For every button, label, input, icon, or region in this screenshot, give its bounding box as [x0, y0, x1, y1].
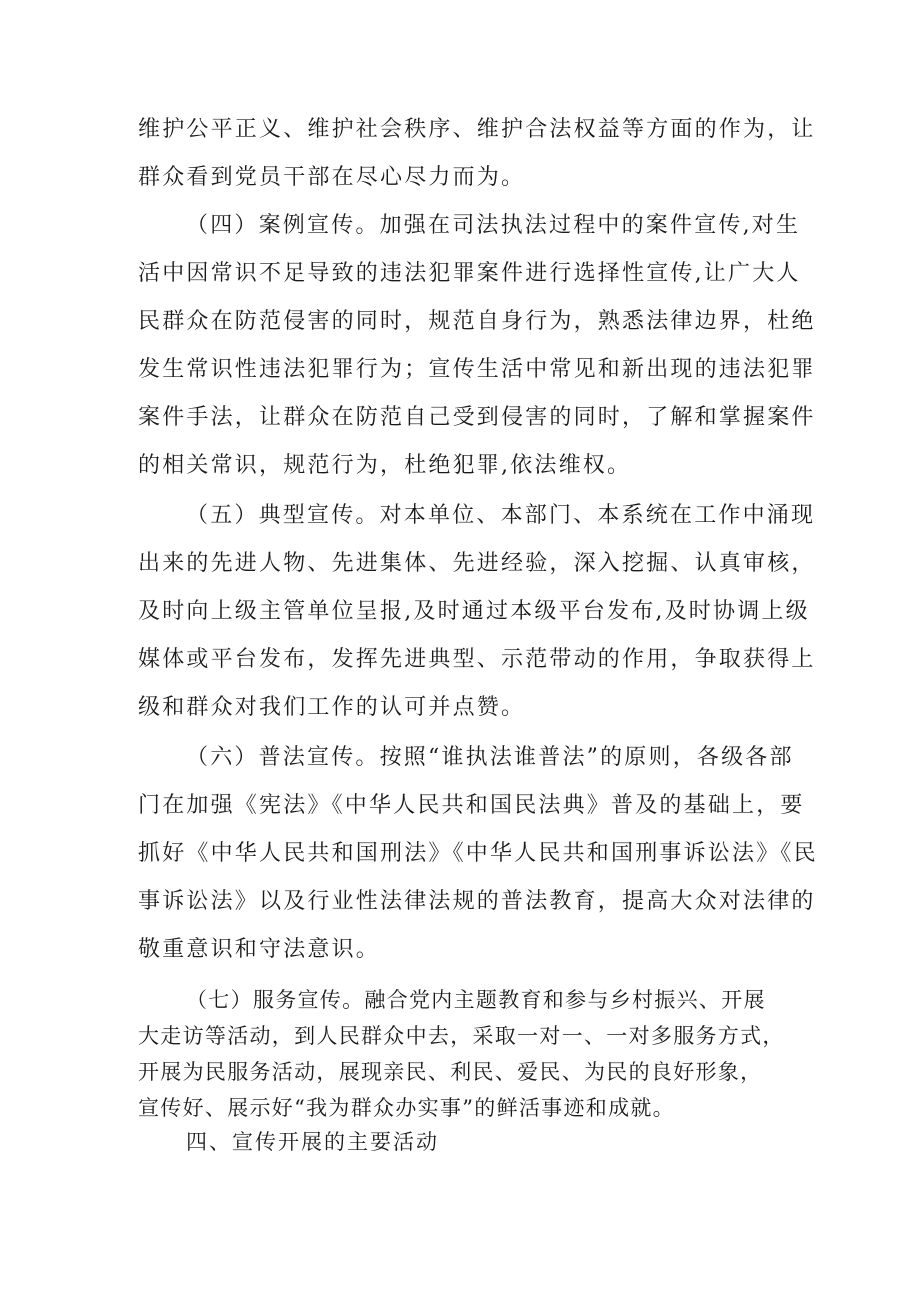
text-line: 敬重意识和守法意识。 — [138, 937, 381, 962]
text-line: 抓好《中华人民共和国刑法》《中华人民共和国刑事诉讼法》《民 — [138, 841, 818, 866]
text-line: 案件手法，让群众在防范自己受到侵害的同时，了解和掌握案件 — [138, 405, 816, 430]
paragraph-start-line: （四）案例宣传。加强在司法执法过程中的案件宣传,对生 — [186, 213, 801, 238]
text-line: 宣传好、展示好“我为群众办实事”的鲜活事迹和成就。 — [138, 1096, 675, 1120]
paragraph-start-line: （七）服务宣传。融合党内主题教育和参与乡村振兴、开展 — [186, 988, 766, 1012]
text-line: 级和群众对我们工作的认可并点赞。 — [138, 695, 526, 720]
text-line: 维护公平正义、维护社会秩序、维护合法权益等方面的作为，让 — [138, 117, 816, 142]
section-heading: 四、宣传开展的主要活动 — [186, 1130, 439, 1154]
text-line: 活中因常识不足导致的违法犯罪案件进行选择性宣传,让广大人 — [138, 261, 801, 286]
text-line: 门在加强《宪法》《中华人民共和国民法典》普及的基础上，要 — [138, 793, 805, 818]
text-line: 媒体或平台发布，发挥先进典型、示范带动的作用，争取获得上 — [138, 647, 816, 672]
text-line: 群众看到党员干部在尽心尽力而为。 — [138, 165, 526, 190]
text-line: 大走访等活动，到人民群众中去，采取一对一、一对多服务方式， — [138, 1024, 785, 1048]
text-line: 出来的先进人物、先进集体、先进经验，深入挖掘、认真审核， — [138, 551, 816, 576]
text-line: 发生常识性违法犯罪行为；宣传生活中常见和新出现的违法犯罪 — [138, 357, 816, 382]
text-line: 及时向上级主管单位呈报,及时通过本级平台发布,及时协调上级 — [138, 599, 810, 624]
text-line: 事诉讼法》以及行业性法律法规的普法教育，提高大众对法律的 — [138, 889, 816, 914]
paragraph-start-line: （五）典型宣传。对本单位、本部门、本系统在工作中涌现 — [186, 503, 816, 528]
text-line: 开展为民服务活动，展现亲民、利民、爱民、为民的良好形象， — [138, 1060, 763, 1084]
paragraph-start-line: （六）普法宣传。按照“谁执法谁普法”的原则，各级各部 — [186, 745, 794, 770]
text-line: 的相关常识，规范行为，杜绝犯罪,依法维权。 — [138, 453, 632, 478]
text-line: 民群众在防范侵害的同时，规范自身行为，熟悉法律边界，杜绝 — [138, 309, 816, 334]
